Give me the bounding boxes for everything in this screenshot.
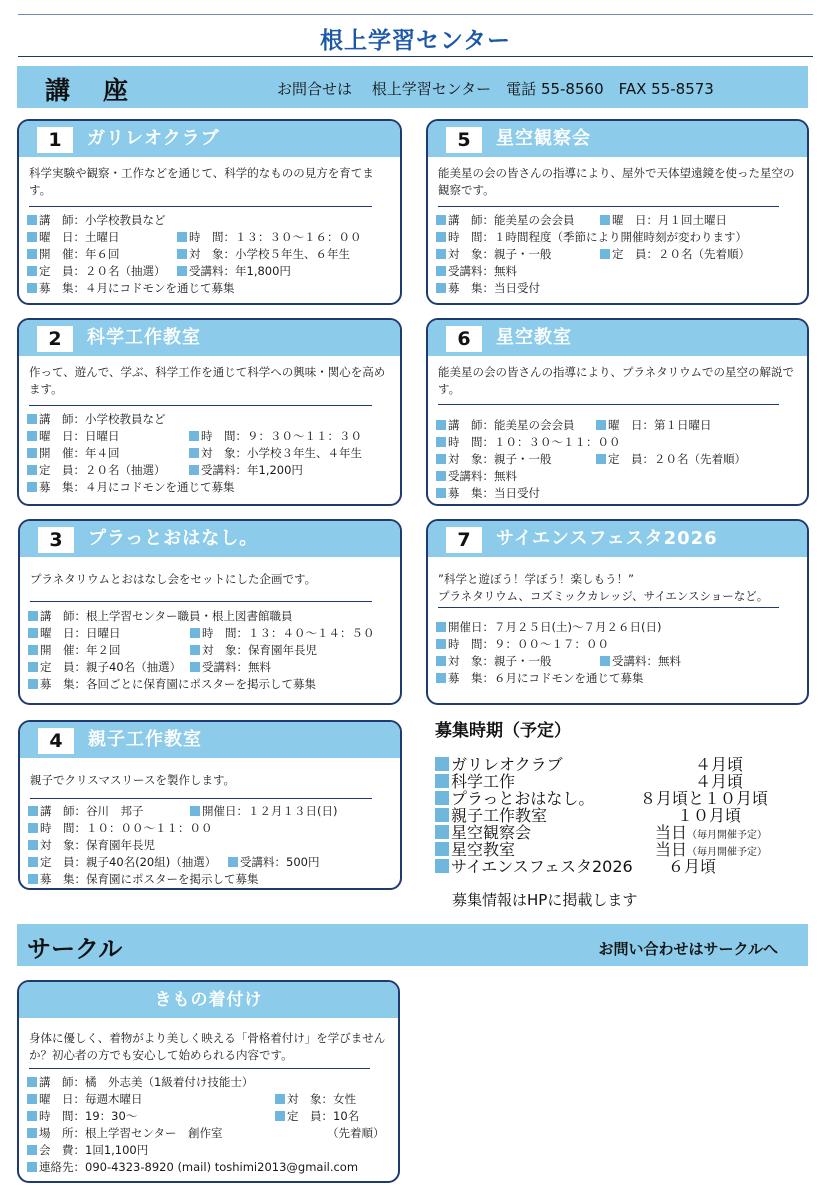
detail-item: 時 間：１３：４０～１４：５０ (190, 626, 375, 641)
detail-item: 講 師：橘 外志美（1級着付け技能士） (27, 1075, 253, 1090)
card-number: 2 (37, 326, 73, 352)
card-description: 作って、遊んで、学ぶ、科学工作を通じて科学への興味・関心を高めます。 (29, 365, 386, 396)
schedule-row: プラっとおはなし。 (435, 790, 594, 807)
card-title: プラっとおはなし。 (88, 528, 259, 549)
circle-section-title: サークル (27, 935, 123, 963)
top-rule (18, 14, 813, 15)
card-description (438, 571, 795, 605)
card-rule (438, 206, 779, 207)
card-title: 星空観察会 (496, 128, 591, 149)
detail-item: 対 象：親子・一般 (436, 654, 552, 669)
detail-item: 開 催：年４回 (27, 446, 120, 461)
schedule-when: 当日（毎月開催予定） (655, 840, 768, 859)
card-header (20, 521, 400, 557)
courses-section-title: 講 座 (45, 76, 133, 105)
course-card-6 (426, 318, 809, 506)
card-title: サイエンスフェスタ2026 (496, 528, 718, 549)
detail-item: 時 間：19：30～ (27, 1109, 137, 1124)
circle-card-kimono (17, 980, 400, 1183)
detail-item: 曜 日：第１日曜日 (596, 418, 712, 433)
schedule-when: 当日（毎月開催予定） (655, 823, 768, 842)
card-number: 1 (37, 127, 73, 153)
schedule-when: ８月頃と１０月頃 (640, 789, 769, 808)
detail-item: 開催日：１２月１３日(日) (190, 804, 337, 819)
card-rule (30, 601, 372, 602)
card-title: 科学工作教室 (87, 327, 201, 348)
card-number: 3 (38, 527, 74, 553)
detail-item: 定 員：２０名（先着順） (600, 247, 750, 262)
card-number: 7 (446, 527, 482, 553)
detail-item: 受講料：500円 (228, 855, 319, 870)
card-rule (438, 607, 779, 608)
schedule-when: ６月頃 (668, 857, 717, 876)
schedule-when: ４月頃 (695, 772, 744, 791)
card-description: 親子でクリスマスリースを製作します。 (30, 773, 236, 787)
detail-item: 募 集：６月にコドモンを通じて募集 (436, 671, 644, 686)
detail-item: 受講料：無料 (436, 469, 517, 484)
detail-item: 募 集：当日受付 (436, 281, 540, 296)
card-description-line: ”科学と遊ぼう！学ぼう！楽しもう！” (438, 572, 634, 586)
card-header (19, 121, 400, 157)
detail-item: 時 間：９：３０～１１：３０ (189, 429, 362, 444)
course-card-5 (426, 119, 809, 305)
card-description: 身体に優しく、着物がより美しく映える「骨格着付け」を学びませんか？初心者の方でも安心して始められる内容です。 (29, 1031, 386, 1062)
detail-item: 募 集：４月にコドモンを通じて募集 (27, 480, 235, 495)
detail-item: 受講料：無料 (190, 660, 271, 675)
course-card-2 (17, 318, 402, 506)
detail-item: 時 間：１時間程度（季節により開催時刻が変わります） (436, 230, 747, 245)
detail-item: 定 員：親子40名(20組)（抽選） (28, 855, 216, 870)
detail-item: 募 集：保育園にポスターを掲示して募集 (28, 872, 259, 887)
detail-item: 時 間：１０：００～１１：００ (28, 821, 213, 836)
card-description: プラネタリウムとおはなし会をセットにした企画です。 (30, 572, 317, 586)
card-title: ガリレオクラブ (87, 128, 220, 149)
page-title: 根上学習センター (319, 28, 512, 54)
detail-item: 受講料：年1,200円 (189, 463, 303, 478)
detail-item: 曜 日：日曜日 (28, 626, 121, 641)
course-card-7 (426, 519, 809, 705)
card-header (19, 320, 400, 356)
detail-item: 定 員：親子40名（抽選） (28, 660, 181, 675)
detail-item: 募 集：各回ごとに保育園にポスターを掲示して募集 (28, 677, 316, 692)
card-header (428, 521, 807, 557)
schedule-footnote: 募集情報はHPに掲載します (452, 891, 638, 909)
schedule-row: サイエンスフェスタ2026 (435, 858, 633, 875)
detail-item: 対 象：小学校５年生、６年生 (177, 247, 350, 262)
card-rule (29, 206, 372, 207)
detail-item: 開催日：７月２５日(土)～７月２６日(日) (436, 620, 661, 635)
detail-item: 曜 日：日曜日 (27, 429, 120, 444)
schedule-row: 星空観察会 (435, 824, 531, 841)
detail-item: 開 催：年６回 (27, 247, 120, 262)
card-header (428, 121, 807, 157)
card-header (428, 320, 807, 356)
detail-item: 講 師：能美星の会会員 (436, 213, 575, 228)
schedule-row: 親子工作教室 (435, 807, 547, 824)
title-rule (18, 56, 813, 57)
card-description: 能美星の会の皆さんの指導により、プラネタリウムでの星空の解説です。 (438, 365, 795, 396)
schedule-row: ガリレオクラブ (435, 756, 563, 773)
detail-item: 会 費：1回1,100円 (27, 1143, 148, 1158)
schedule-row: 科学工作 (435, 773, 515, 790)
detail-item: 講 師：小学校教員など (27, 213, 166, 228)
detail-item: 開 催：年２回 (28, 643, 121, 658)
card-description: 能美星の会の皆さんの指導により、屋外で天体望遠鏡を使った星空の観察です。 (438, 166, 795, 197)
detail-item: 講 師：根上学習センター職員・根上図書館職員 (28, 609, 293, 624)
detail-item: 講 師：能美星の会会員 (436, 418, 575, 433)
detail-item: 受講料：無料 (600, 654, 681, 669)
course-card-1 (17, 119, 402, 305)
schedule-row: 星空教室 (435, 841, 515, 858)
detail-item: 連絡先：090-4323-8920 (mail) toshimi2013@gmail.com (27, 1160, 358, 1175)
courses-section-bar (17, 66, 808, 108)
detail-item: 受講料：年1,800円 (177, 264, 291, 279)
detail-item: 場 所：根上学習センター 創作室 (27, 1126, 223, 1141)
detail-item: 曜 日：毎週木曜日 (27, 1092, 143, 1107)
detail-item: 募 集：当日受付 (436, 486, 540, 501)
card-rule (29, 1068, 370, 1069)
detail-item: 講 師：谷川 邦子 (28, 804, 144, 819)
card-number: 6 (446, 326, 482, 352)
card-description: 科学実験や観察・工作などを通じて、科学的なものの見方を育てます。 (29, 166, 374, 197)
detail-item: 募 集：４月にコドモンを通じて募集 (27, 281, 235, 296)
detail-item: 対 象：小学校３年生、４年生 (189, 446, 362, 461)
card-rule (438, 404, 779, 405)
circle-section-bar (17, 924, 808, 966)
detail-item: 受講料：無料 (436, 264, 517, 279)
detail-item: （先着順） (327, 1126, 385, 1140)
schedule-when: １０月頃 (677, 806, 742, 825)
detail-item: 対 象：親子・一般 (436, 247, 552, 262)
detail-item: 曜 日：月１回土曜日 (600, 213, 727, 228)
detail-item: 講 師：小学校教員など (27, 412, 166, 427)
detail-item: 対 象：親子・一般 (436, 452, 552, 467)
detail-item: 定 員：10名 (275, 1109, 359, 1124)
detail-item: 定 員：２０名（抽選） (27, 463, 166, 478)
card-title: 星空教室 (496, 327, 572, 348)
detail-item: 対 象：保育園年長児 (190, 643, 317, 658)
detail-item: 定 員：２０名（先着順） (596, 452, 746, 467)
circle-contact: お問い合わせはサークルへ (598, 940, 778, 958)
detail-item: 時 間：１０：３０～１１：００ (436, 435, 621, 450)
schedule-title: 募集時期（予定） (435, 721, 571, 741)
card-title: きもの着付け (19, 982, 398, 1018)
course-card-3 (18, 519, 402, 705)
courses-contact: お問合せは 根上学習センター 電話 55-8560 FAX 55-8573 (277, 80, 714, 98)
detail-item: 曜 日：土曜日 (27, 230, 120, 245)
card-number: 5 (446, 127, 482, 153)
detail-item: 対 象：女性 (275, 1092, 356, 1107)
detail-item: 定 員：２０名（抽選） (27, 264, 166, 279)
card-description-line: プラネタリウム、コズミックカレッジ、サイエンスショーなど。 (438, 589, 769, 603)
schedule-when: ４月頃 (695, 755, 744, 774)
detail-item: 時 間：１３：３０～１６：００ (177, 230, 362, 245)
card-number: 4 (38, 728, 74, 754)
detail-item: 時 間：９：００～１７：００ (436, 637, 609, 652)
card-rule (30, 798, 372, 799)
card-rule (29, 405, 372, 406)
detail-item: 対 象：保育園年長児 (28, 838, 155, 853)
card-header (20, 722, 400, 758)
course-card-4 (18, 720, 402, 890)
card-title: 親子工作教室 (88, 729, 202, 750)
